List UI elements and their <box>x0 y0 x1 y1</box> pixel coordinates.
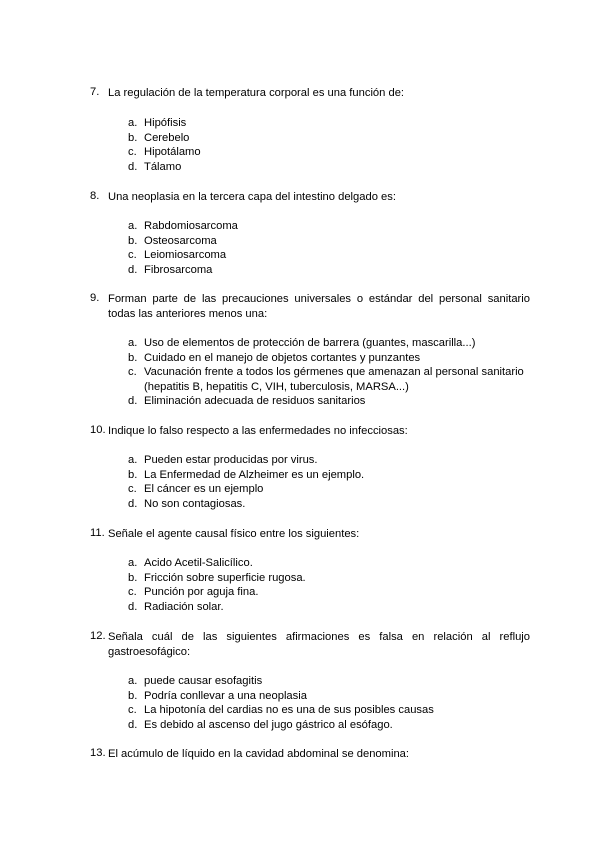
option-letter: c. <box>128 483 137 496</box>
option-letter: b. <box>128 351 138 364</box>
question-text: Señale el agente causal físico entre los siguientes: <box>108 528 360 540</box>
option-letter: d. <box>128 395 138 408</box>
option-letter: a. <box>128 454 138 466</box>
question-text: La regulación de la temperatura corporal es una función de: <box>108 87 405 99</box>
options-11 <box>128 556 530 614</box>
option-a <box>128 116 530 131</box>
option-text: Cerebelo <box>144 131 190 144</box>
option-text: Acido Acetil-Salicílico. <box>144 557 253 569</box>
option-c <box>128 585 530 600</box>
question-number: 13. <box>90 747 106 759</box>
options-12 <box>128 674 530 732</box>
option-letter: b. <box>128 571 138 584</box>
option-a <box>128 336 530 351</box>
option-letter: d. <box>128 718 138 731</box>
question-7 <box>90 86 530 101</box>
question-number: 9. <box>90 292 100 304</box>
option-c <box>128 365 530 394</box>
options-10 <box>128 453 530 511</box>
question-9 <box>90 292 530 322</box>
option-text: Fibrosarcoma <box>144 263 213 276</box>
option-letter: a. <box>128 675 138 687</box>
option-b <box>128 234 530 249</box>
option-letter: a. <box>128 117 138 129</box>
option-d <box>128 718 530 733</box>
option-d <box>128 394 530 409</box>
option-text: Uso de elementos de protección de barrera (guantes, mascarilla...) <box>144 337 476 349</box>
option-text: Podría conllevar a una neoplasia <box>144 689 307 702</box>
option-letter: d. <box>128 497 138 510</box>
question-text: Una neoplasia en la tercera capa del intestino delgado es: <box>108 191 396 203</box>
question-text: Forman parte de las precauciones universales o estándar del personal sanitario todas las anteriores menos una: <box>108 293 530 320</box>
option-a <box>128 674 530 689</box>
question-13 <box>90 747 530 762</box>
option-letter: c. <box>128 249 137 262</box>
question-10 <box>90 424 530 439</box>
option-text: El cáncer es un ejemplo <box>144 483 264 496</box>
option-text: Punción por aguja fina. <box>144 586 259 599</box>
option-c <box>128 703 530 718</box>
option-text: Vacunación frente a todos los gérmenes que amenazan al personal sanitario (hepatitis B, hepatitis C, VIH, tuberculosis, MARSA...) <box>144 366 524 393</box>
option-letter: d. <box>128 263 138 276</box>
option-text: Radiación solar. <box>144 600 224 613</box>
option-text: Pueden estar producidas por virus. <box>144 454 318 466</box>
option-b <box>128 468 530 483</box>
option-text: Es debido al ascenso del jugo gástrico al esófago. <box>144 718 393 731</box>
option-letter: a. <box>128 220 138 232</box>
option-letter: d. <box>128 600 138 613</box>
option-letter: c. <box>128 586 137 599</box>
question-text: Señala cuál de las siguientes afirmaciones es falsa en relación al reflujo gastroesofágico: <box>108 631 530 658</box>
option-text: Hipófisis <box>144 117 187 129</box>
question-number: 11. <box>90 527 105 539</box>
question-text: Indique lo falso respecto a las enfermedades no infecciosas: <box>108 425 408 437</box>
option-text: Tálamo <box>144 160 182 173</box>
option-b <box>128 131 530 146</box>
option-text: Cuidado en el manejo de objetos cortantes y punzantes <box>144 351 421 364</box>
option-letter: b. <box>128 131 138 144</box>
option-a <box>128 453 530 468</box>
option-letter: b. <box>128 234 138 247</box>
question-text: El acúmulo de líquido en la cavidad abdominal se denomina: <box>108 748 410 760</box>
question-11 <box>90 527 530 542</box>
options-9 <box>128 336 530 409</box>
options-8 <box>128 219 530 277</box>
option-letter: d. <box>128 160 138 173</box>
option-text: La hipotonía del cardias no es una de sus posibles causas <box>144 704 434 717</box>
option-text: No son contagiosas. <box>144 497 246 510</box>
option-a <box>128 556 530 571</box>
option-letter: a. <box>128 337 138 349</box>
question-number: 10. <box>90 424 106 436</box>
question-8 <box>90 190 530 205</box>
option-letter: a. <box>128 557 138 569</box>
option-text: Fricción sobre superficie rugosa. <box>144 571 306 584</box>
option-text: Rabdomiosarcoma <box>144 220 238 232</box>
option-letter: b. <box>128 689 138 702</box>
question-number: 7. <box>90 86 100 98</box>
question-number: 12. <box>90 630 106 642</box>
options-7 <box>128 116 530 174</box>
question-12 <box>90 630 530 660</box>
option-b <box>128 689 530 704</box>
option-letter: c. <box>128 704 137 717</box>
option-letter: b. <box>128 468 138 481</box>
option-text: Eliminación adecuada de residuos sanitarios <box>144 395 366 408</box>
option-b <box>128 571 530 586</box>
option-c <box>128 248 530 263</box>
option-d <box>128 600 530 615</box>
option-text: Hipotálamo <box>144 146 201 159</box>
option-b <box>128 351 530 366</box>
option-d <box>128 497 530 512</box>
option-letter: c. <box>128 146 137 159</box>
option-text: Osteosarcoma <box>144 234 217 247</box>
option-text: La Enfermedad de Alzheimer es un ejemplo. <box>144 468 365 481</box>
option-text: Leiomiosarcoma <box>144 249 227 262</box>
option-letter: c. <box>128 366 137 379</box>
option-c <box>128 145 530 160</box>
option-d <box>128 160 530 175</box>
option-c <box>128 482 530 497</box>
option-a <box>128 219 530 234</box>
option-d <box>128 263 530 278</box>
option-text: puede causar esofagitis <box>144 675 263 687</box>
question-number: 8. <box>90 190 100 202</box>
